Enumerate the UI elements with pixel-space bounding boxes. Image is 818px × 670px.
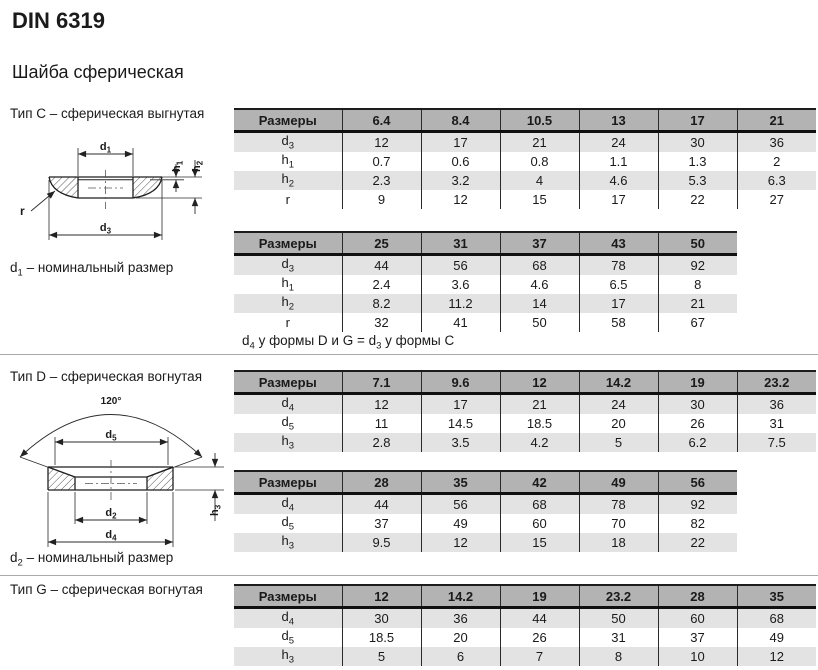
value-cell: 24 — [579, 132, 658, 153]
value-cell: 22 — [658, 190, 737, 209]
value-cell: 60 — [658, 608, 737, 629]
dim-label-h2: $h_2$ — [191, 160, 205, 172]
value-cell: 2.8 — [342, 433, 421, 452]
washer-right-hatch — [147, 467, 173, 490]
size-column-header: 12 — [500, 371, 579, 394]
size-column-header: 43 — [579, 232, 658, 255]
value-cell: 4.6 — [500, 275, 579, 294]
value-cell: 12 — [421, 190, 500, 209]
table-type-d-2 — [234, 470, 737, 552]
dimension-table — [234, 584, 816, 666]
value-cell: 10 — [658, 647, 737, 666]
value-cell: 8 — [579, 647, 658, 666]
size-column-header: 28 — [342, 471, 421, 494]
value-cell: 44 — [342, 255, 421, 276]
value-cell: 36 — [737, 394, 816, 415]
row-label: $h_3$ — [234, 433, 342, 452]
row-label: $h_2$ — [234, 171, 342, 190]
size-column-header: 35 — [421, 471, 500, 494]
table-row — [234, 313, 737, 332]
table-row — [234, 294, 737, 313]
section-label-type-g: Тип G – сферическая вогнутая — [10, 582, 203, 597]
row-label: $d_5$ — [234, 514, 342, 533]
section-label-type-d: Тип D – сферическая вогнутая — [10, 369, 202, 384]
value-cell: 32 — [342, 313, 421, 332]
value-cell: 60 — [500, 514, 579, 533]
dim-label-d2: $d_2$ — [105, 507, 117, 521]
size-column-header: 21 — [737, 109, 816, 132]
dim-label-d5: $d_5$ — [105, 429, 117, 443]
table-header-row — [234, 371, 816, 394]
value-cell: 68 — [500, 494, 579, 515]
caption-type-c: $d_1$ – номинальный размер — [10, 260, 174, 279]
dimension-table — [234, 470, 737, 552]
value-cell: 30 — [658, 394, 737, 415]
value-cell: 1.1 — [579, 152, 658, 171]
value-cell: 15 — [500, 533, 579, 552]
value-cell: 36 — [737, 132, 816, 153]
value-cell: 31 — [579, 628, 658, 647]
section-divider — [0, 575, 818, 576]
value-cell: 26 — [658, 414, 737, 433]
size-column-header: 23.2 — [737, 371, 816, 394]
value-cell: 12 — [421, 533, 500, 552]
value-cell: 6.2 — [658, 433, 737, 452]
value-cell: 26 — [500, 628, 579, 647]
value-cell: 6.5 — [579, 275, 658, 294]
section-label-type-c: Тип C – сферическая выгнутая — [10, 106, 205, 121]
row-label: r — [234, 190, 342, 209]
table-row — [234, 275, 737, 294]
value-cell: 70 — [579, 514, 658, 533]
value-cell: 11.2 — [421, 294, 500, 313]
size-column-header: 25 — [342, 232, 421, 255]
value-cell: 49 — [421, 514, 500, 533]
washer-left-hatch — [48, 467, 75, 490]
size-column-header: 49 — [579, 471, 658, 494]
row-label: $h_1$ — [234, 152, 342, 171]
dim-label-d3: $d_3$ — [99, 222, 112, 236]
value-cell: 18.5 — [342, 628, 421, 647]
value-cell: 0.6 — [421, 152, 500, 171]
table-header-row — [234, 585, 816, 608]
dim-label-r: r — [20, 204, 25, 218]
value-cell: 12 — [342, 394, 421, 415]
value-cell: 4.2 — [500, 433, 579, 452]
type-d-drawing — [5, 390, 230, 555]
value-cell: 21 — [500, 132, 579, 153]
forms-equivalence-note: $d_4$ у формы D и $G = d_3$ у формы C — [242, 333, 455, 352]
value-cell: 3.5 — [421, 433, 500, 452]
value-cell: 9.5 — [342, 533, 421, 552]
value-cell: 50 — [579, 608, 658, 629]
type-c-drawing — [10, 130, 220, 255]
value-cell: 82 — [658, 514, 737, 533]
size-column-header: 50 — [658, 232, 737, 255]
page-subtitle: Шайба сферическая — [12, 62, 184, 82]
value-cell: 67 — [658, 313, 737, 332]
size-column-header: 14.2 — [579, 371, 658, 394]
table-row — [234, 190, 816, 209]
value-cell: 2.3 — [342, 171, 421, 190]
value-cell: 7.5 — [737, 433, 816, 452]
value-cell: 78 — [579, 494, 658, 515]
value-cell: 6 — [421, 647, 500, 666]
row-label: $h_3$ — [234, 647, 342, 666]
value-cell: 44 — [342, 494, 421, 515]
size-column-header: 12 — [342, 585, 421, 608]
value-cell: 14 — [500, 294, 579, 313]
value-cell: 5 — [579, 433, 658, 452]
size-column-header: 28 — [658, 585, 737, 608]
value-cell: 8 — [658, 275, 737, 294]
section-divider — [0, 354, 818, 355]
value-cell: 5 — [342, 647, 421, 666]
table-row — [234, 628, 816, 647]
row-label: $h_2$ — [234, 294, 342, 313]
dim-label-d4: $d_4$ — [105, 529, 117, 543]
value-cell: 3.6 — [421, 275, 500, 294]
value-cell: 41 — [421, 313, 500, 332]
row-label: $d_4$ — [234, 494, 342, 515]
size-column-header: 35 — [737, 585, 816, 608]
value-cell: 78 — [579, 255, 658, 276]
size-column-header: 19 — [658, 371, 737, 394]
value-cell: 8.2 — [342, 294, 421, 313]
row-label: $h_1$ — [234, 275, 342, 294]
value-cell: 37 — [658, 628, 737, 647]
value-cell: 37 — [342, 514, 421, 533]
sizes-header-cell: Размеры — [234, 371, 342, 394]
value-cell: 9 — [342, 190, 421, 209]
value-cell: 36 — [421, 608, 500, 629]
value-cell: 12 — [342, 132, 421, 153]
table-row — [234, 647, 816, 666]
value-cell: 17 — [421, 394, 500, 415]
row-label: r — [234, 313, 342, 332]
value-cell: 5.3 — [658, 171, 737, 190]
row-label: $d_4$ — [234, 608, 342, 629]
row-label: $d_3$ — [234, 255, 342, 276]
value-cell: 17 — [579, 294, 658, 313]
row-label: $d_5$ — [234, 414, 342, 433]
value-cell: 3.2 — [421, 171, 500, 190]
size-column-header: 42 — [500, 471, 579, 494]
table-row — [234, 171, 816, 190]
value-cell: 0.8 — [500, 152, 579, 171]
row-label: $d_4$ — [234, 394, 342, 415]
row-label: $d_5$ — [234, 628, 342, 647]
table-type-c-2 — [234, 231, 737, 332]
size-column-header: 6.4 — [342, 109, 421, 132]
value-cell: 17 — [579, 190, 658, 209]
table-row — [234, 132, 816, 153]
value-cell: 24 — [579, 394, 658, 415]
size-column-header: 8.4 — [421, 109, 500, 132]
size-column-header: 17 — [658, 109, 737, 132]
value-cell: 2 — [737, 152, 816, 171]
table-row — [234, 433, 816, 452]
value-cell: 30 — [658, 132, 737, 153]
value-cell: 4.6 — [579, 171, 658, 190]
value-cell: 2.4 — [342, 275, 421, 294]
value-cell: 18.5 — [500, 414, 579, 433]
size-column-header: 23.2 — [579, 585, 658, 608]
table-header-row — [234, 109, 816, 132]
value-cell: 68 — [737, 608, 816, 629]
value-cell: 56 — [421, 255, 500, 276]
value-cell: 68 — [500, 255, 579, 276]
value-cell: 31 — [737, 414, 816, 433]
value-cell: 1.3 — [658, 152, 737, 171]
size-column-header: 56 — [658, 471, 737, 494]
value-cell: 4 — [500, 171, 579, 190]
row-label: $d_3$ — [234, 132, 342, 153]
dimension-table — [234, 231, 737, 332]
value-cell: 58 — [579, 313, 658, 332]
value-cell: 56 — [421, 494, 500, 515]
size-column-header: 13 — [579, 109, 658, 132]
table-row — [234, 494, 737, 515]
size-column-header: 7.1 — [342, 371, 421, 394]
value-cell: 14.5 — [421, 414, 500, 433]
size-column-header: 37 — [500, 232, 579, 255]
value-cell: 7 — [500, 647, 579, 666]
value-cell: 92 — [658, 494, 737, 515]
dimension-table — [234, 108, 816, 209]
table-type-c-1 — [234, 108, 816, 209]
sizes-header-cell: Размеры — [234, 109, 342, 132]
value-cell: 21 — [500, 394, 579, 415]
value-cell: 17 — [421, 132, 500, 153]
value-cell: 20 — [579, 414, 658, 433]
table-row — [234, 533, 737, 552]
table-type-g-1 — [234, 584, 816, 666]
value-cell: 44 — [500, 608, 579, 629]
size-column-header: 9.6 — [421, 371, 500, 394]
row-label: $h_3$ — [234, 533, 342, 552]
sizes-header-cell: Размеры — [234, 585, 342, 608]
page-title: DIN 6319 — [12, 8, 105, 33]
table-header-row — [234, 232, 737, 255]
value-cell: 30 — [342, 608, 421, 629]
angle-label-120: 120° — [100, 396, 122, 407]
dimension-table — [234, 370, 816, 452]
table-row — [234, 255, 737, 276]
size-column-header: 10.5 — [500, 109, 579, 132]
value-cell: 27 — [737, 190, 816, 209]
dim-label-h3: $h_3$ — [209, 504, 223, 516]
sizes-header-cell: Размеры — [234, 232, 342, 255]
dim-label-h1: $h_1$ — [171, 160, 185, 172]
table-row — [234, 608, 816, 629]
sizes-header-cell: Размеры — [234, 471, 342, 494]
value-cell: 15 — [500, 190, 579, 209]
dim-label-d1: $d_1$ — [99, 141, 112, 155]
value-cell: 20 — [421, 628, 500, 647]
value-cell: 12 — [737, 647, 816, 666]
value-cell: 21 — [658, 294, 737, 313]
table-row — [234, 394, 816, 415]
size-column-header: 14.2 — [421, 585, 500, 608]
size-column-header: 31 — [421, 232, 500, 255]
value-cell: 49 — [737, 628, 816, 647]
value-cell: 92 — [658, 255, 737, 276]
size-column-header: 19 — [500, 585, 579, 608]
table-row — [234, 514, 737, 533]
value-cell: 18 — [579, 533, 658, 552]
value-cell: 6.3 — [737, 171, 816, 190]
caption-type-d: $d_2$ – номинальный размер — [10, 550, 174, 569]
value-cell: 22 — [658, 533, 737, 552]
value-cell: 50 — [500, 313, 579, 332]
table-type-d-1 — [234, 370, 816, 452]
table-row — [234, 414, 816, 433]
value-cell: 0.7 — [342, 152, 421, 171]
value-cell: 11 — [342, 414, 421, 433]
table-header-row — [234, 471, 737, 494]
table-row — [234, 152, 816, 171]
